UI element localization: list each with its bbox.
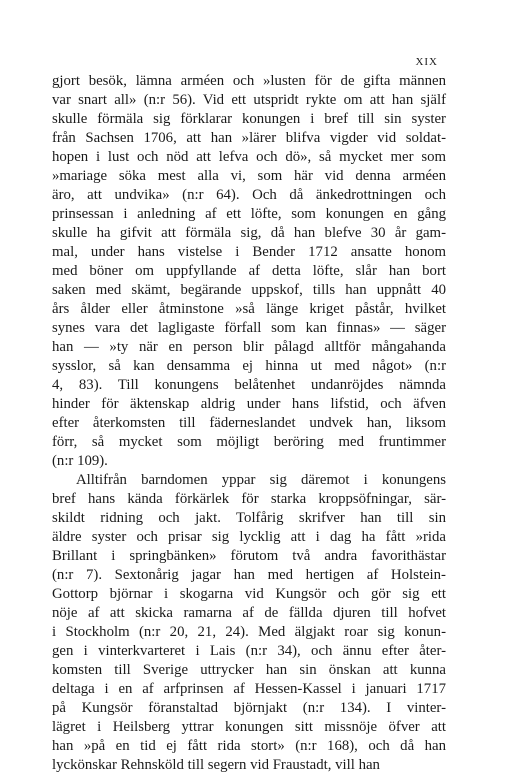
text-line: skildt ridning och jakt. Tolfårig skrifver han till sin [52,510,446,526]
text-line: sysslor, så kan densamma ej hinna ut med något» (n:r [52,358,446,374]
text-line: äro, att undvika» (n:r 64). Och då änkedrottningen och [52,187,446,203]
text-line: nöje af att skicka ramarna af de fällda djuren till hofvet [52,605,446,621]
text-line: saken med skämt, begärande uppskof, tills han uppnått 40 [52,282,446,298]
text-line: på Kungsör föranstaltad björnjakt (n:r 134). I vinter- [52,700,446,716]
text-line: i Stockholm (n:r 20, 21, 24). Med älgjakt roar sig konun- [52,624,446,640]
text-line: skulle ha gifvit att förmäla sig, då han blefve 30 år gam- [52,225,446,241]
text-line: han »på en tid ej fått rida stort» (n:r 168), och då han [52,738,446,754]
text-line: han — »ty när en person blir pålagd alltför mångahanda [52,339,446,355]
text-line: års ålder eller åtminstone »så länge kriget påstår, hvilket [52,301,446,317]
text-line: gen i vinterkvarteret i Lais (n:r 34), och ännu efter åter- [52,643,446,659]
text-line: prinsessan i anledning af ett löfte, som konungen en gång [52,206,446,222]
text-line: hinder för äktenskap aldrig under hans lifstid, och äfven [52,396,446,412]
text-line: förr, så mycket som möjligt beröring med fruntimmer [52,434,446,450]
text-line: deltaga i en af arfprinsen af Hessen-Kassel i januari 1717 [52,681,446,697]
text-line: 4, 83). Till konungens belåtenhet undanröjdes nämnda [52,377,446,393]
page-number: XIX [415,56,438,68]
text-line: äldre syster och prisar sig lycklig att i dag ha fått »rida [52,529,446,545]
paragraph [52,471,446,775]
text-line: »mariage söka mest alla vi, som här vid denna arméen [52,168,446,184]
text-line: med böner om uppfyllande af detta löfte, slår han bort [52,263,446,279]
text-line: Gottorp björnar i skogarna vid Kungsör och gör sig ett [52,586,446,602]
body-text [52,72,446,775]
text-line: från Sachsen 1706, att han »lärer blifva vigder vid soldat- [52,130,446,146]
text-line: skulle förmäla sig förklarar konungen i bref till sin syster [52,111,446,127]
text-line: gjort besök, lämna arméen och »lusten för de gifta männen [52,73,446,89]
text-line: bref hans kända förkärlek för starka kroppsöfningar, sär- [52,491,446,507]
text-line: (n:r 109). [52,453,108,469]
text-line: Brillant i springbänken» förutom två andra favorithästar [52,548,446,564]
text-line: (n:r 7). Sextonårig jagar han med hertigen af Holstein- [52,567,446,583]
text-line: efter återkomsten till fäderneslandet undvek han, liksom [52,415,446,431]
text-line: synes vara det lagligaste förfall som kan finnas» — säger [52,320,446,336]
text-line: mal, under hans vistelse i Bender 1712 ansatte honom [52,244,446,260]
text-line: hopen i lust och nöd att lefva och dö», så mycket mer som [52,149,446,165]
text-line: komsten till Sverige uttrycker han sin önskan att kunna [52,662,446,678]
text-line: lägret i Heilsberg yttrar konungen sitt missnöje öfver att [52,719,446,735]
text-line: lyckönskar Rehnsköld till segern vid Fraustadt, vill han [52,757,380,773]
text-line: var snart all» (n:r 56). Vid ett utspridt rykte om att han själf [52,92,446,108]
text-line: Alltifrån barndomen yppar sig däremot i konungens [76,472,446,488]
paragraph [52,72,446,471]
